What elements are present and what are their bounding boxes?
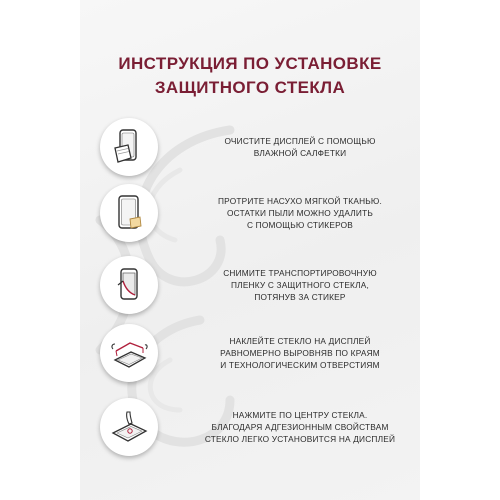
step-icon-circle xyxy=(100,256,158,314)
title-line-2: ЗАЩИТНОГО СТЕКЛА xyxy=(154,78,346,97)
phone-wipe-cloth-icon xyxy=(109,127,149,167)
peel-film-icon xyxy=(109,265,149,305)
step-text: ОЧИСТИТЕ ДИСПЛЕЙ С ПОМОЩЬЮ ВЛАЖНОЙ САЛФЕТКИ xyxy=(224,136,376,158)
step-5 xyxy=(80,394,420,464)
instruction-card xyxy=(80,0,420,500)
step-text: СНИМИТЕ ТРАНСПОРТИРОВОЧНУЮ ПЛЕНКУ С ЗАЩИТНОГО СТЕКЛА, ПОТЯНУВ ЗА СТИКЕР xyxy=(223,268,377,302)
step-icon-circle xyxy=(100,118,158,176)
phone-sticker-icon xyxy=(109,193,149,233)
title-line-1: ИНСТРУКЦИЯ ПО УСТАНОВКЕ xyxy=(118,54,382,73)
step-2 xyxy=(80,180,420,250)
page-title xyxy=(80,52,420,100)
step-icon-circle xyxy=(100,324,158,382)
step-icon-circle xyxy=(100,398,158,456)
step-1 xyxy=(80,114,420,184)
step-text: НАКЛЕЙТЕ СТЕКЛО НА ДИСПЛЕЙ РАВНОМЕРНО ВЫРОВНЯВ ПО КРАЯМ И ТЕХНОЛОГИЧЕСКИМ ОТВЕРСТИЯМ xyxy=(220,336,380,370)
step-text: ПРОТРИТЕ НАСУХО МЯГКОЙ ТКАНЬЮ. ОСТАТКИ ПЫЛИ МОЖНО УДАЛИТЬ С ПОМОЩЬЮ СТИКЕРОВ xyxy=(217,196,382,230)
apply-glass-icon xyxy=(109,333,149,373)
step-3 xyxy=(80,252,420,322)
step-text: НАЖМИТЕ ПО ЦЕНТРУ СТЕКЛА. БЛАГОДАРЯ АДГЕЗИОННЫМ СВОЙСТВАМ СТЕКЛО ЛЕГКО УСТАНОВИТСЯ НА ДИСПЛЕЙ xyxy=(204,410,396,444)
press-center-icon xyxy=(109,407,149,447)
step-icon-circle xyxy=(100,184,158,242)
step-4 xyxy=(80,320,420,390)
